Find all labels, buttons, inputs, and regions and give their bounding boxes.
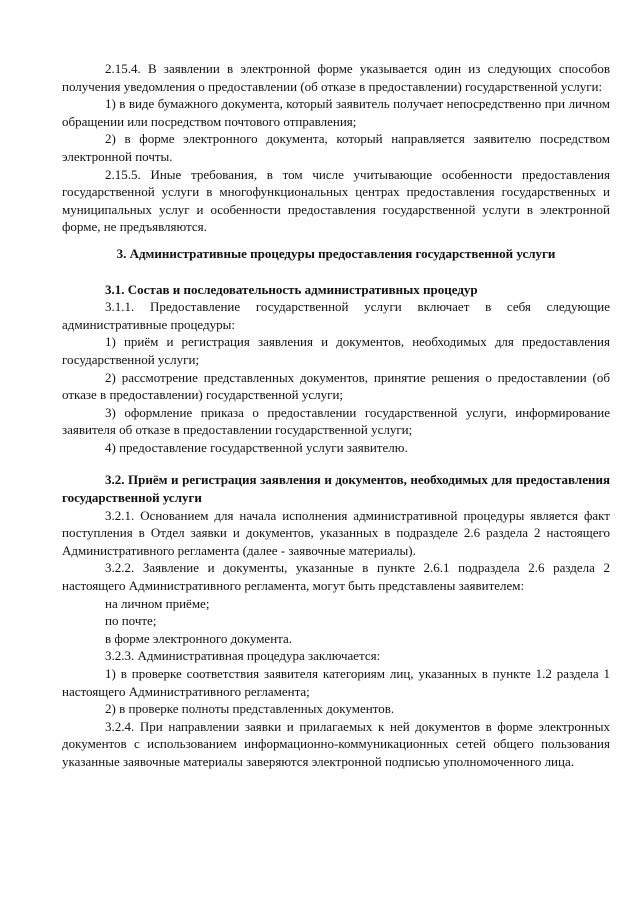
list-item: 1) приём и регистрация заявления и документов, необходимых для предоставления государственной услуги; — [62, 334, 610, 367]
list-item: 2) в проверке полноты представленных документов. — [105, 701, 395, 717]
list-item: 2) рассмотрение представленных документов, принятие решения о предоставлении (об отказе в предоставлении) государственной услуги; — [62, 369, 610, 403]
paragraph: 3.2.2. Заявление и документы, указанные в пункте 2.6.1 подраздела 2.6 раздела 2 настоящего Административного регламента, могут быть представлены заявителем: — [62, 560, 610, 594]
list-item: 1) в проверке соответствия заявителя категориям лиц, указанных в пункте 1.2 раздела 1 настоящего Административного регламента; — [62, 666, 610, 699]
list-item: 3) оформление приказа о предоставлении государственной услуги, информирование заявителя об отказе в предоставлении государственной услуги; — [62, 404, 610, 438]
section-heading: 3. Административные процедуры предоставления государственной услуги — [116, 245, 556, 261]
paragraph: 1) в виде бумажного документа, который заявитель получает непосредственно при личном обращении или посредством почтового отправления; — [62, 96, 610, 129]
paragraph: 3.1.1. Предоставление государственной услуги включает в себя следующие административные процедуры: — [62, 299, 610, 332]
paragraph: 2) в форме электронного документа, который направляется заявителю посредством электронной почты. — [62, 131, 610, 164]
paragraph: 2.15.5. Иные требования, в том числе учитывающие особенности предоставления государственной услуги в многофункциональных центрах предоставления государственных и муниципальных услуг и особенности предоставления государственной услуги в электронной форме, не предъявляются. — [62, 166, 610, 235]
paragraph: 2.15.4. В заявлении в электронной форме указывается один из следующих способов получения уведомления о предоставлении (об отказе в предоставлении) государственной услуги: — [62, 61, 610, 94]
document-page — [62, 60, 610, 771]
list-item: в форме электронного документа. — [105, 630, 293, 646]
paragraph: 3.2.1. Основанием для начала исполнения административной процедуры является факт поступления в Отдел заявки и документов, указанных в подразделе 2.6 раздела 2 настоящего Административного регламента (далее - заявочные материалы). — [62, 507, 610, 558]
subsection-heading: 3.2. Приём и регистрация заявления и документов, необходимых для предоставления государственной услуги — [62, 472, 610, 506]
list-item: 4) предоставление государственной услуги заявителю. — [105, 439, 408, 455]
paragraph: 3.2.3. Административная процедура заключается: — [105, 648, 381, 664]
paragraph: 3.2.4. При направлении заявки и прилагаемых к ней документов в форме электронных документов с использованием информационно-коммуникационных сетей общего пользования указанные заявочные материалы заверяются электронной подписью уполномоченного лица. — [62, 718, 610, 769]
list-item: по почте; — [105, 613, 157, 629]
list-item: на личном приёме; — [105, 595, 210, 611]
subsection-heading: 3.1. Состав и последовательность административных процедур — [105, 281, 478, 297]
